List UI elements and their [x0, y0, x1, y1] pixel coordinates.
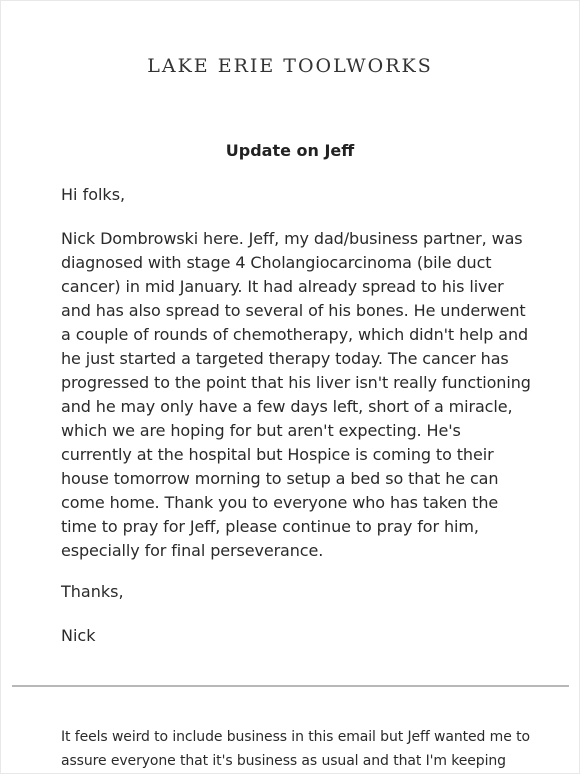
- business-note-paragraph: It feels weird to include business in this email but Jeff wanted me to assure everyone that it's business as usual and that I'm keeping: [61, 729, 530, 769]
- email-title: Update on Jeff: [225, 141, 355, 160]
- greeting: Hi folks,: [61, 185, 126, 204]
- signoff: Thanks,: [61, 582, 124, 601]
- brand-logo: LAKE ERIE TOOLWORKS: [147, 55, 433, 77]
- update-paragraph: Nick Dombrowski here. Jeff, my dad/business partner, was diagnosed with stage 4 Cholangiocarcinoma (bile duct cancer) in mid January. It had already spread to his liver and has also spread to several of his bones. He underwent a couple of rounds of chemotherapy, which didn't help and he just started a targeted therapy today. The cancer has progressed to the point that his liver isn't really functioning and he may only have a few days left, short of a miracle, which we are hoping for but aren't expecting. He's currently at the hospital but Hospice is coming to their house tomorrow morning to setup a bed so that he can come home. Thank you to everyone who has taken the time to pray for Jeff, please continue to pray for him, especially for final perseverance.: [61, 229, 531, 560]
- signature: Nick: [61, 626, 96, 645]
- section-divider: [12, 685, 569, 687]
